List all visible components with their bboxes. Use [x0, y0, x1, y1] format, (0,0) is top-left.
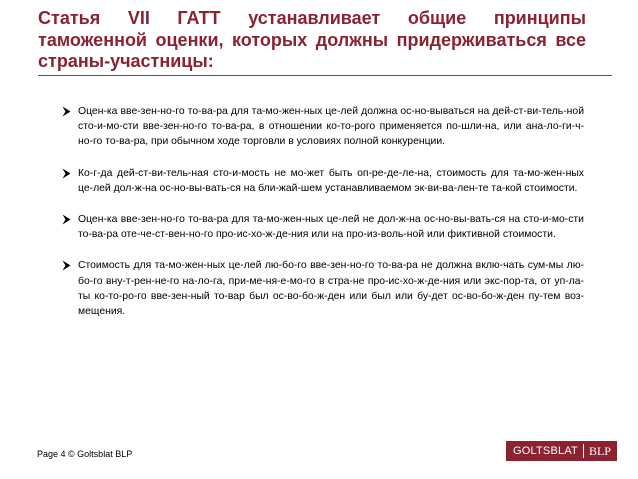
- company-logo: [506, 441, 617, 461]
- bullet-text: Ко-г-да дей-ст-ви-тель-ная сто-и-мость не мо-жет быть оп-ре-де-ле-на, стоимость для та-мо-жен-ных це-лей дол-ж-на ос-но-вы-вать-ся на бли-жай-шем устанавливаемом эк-ви-ва-лен-те та-кой стоимости.: [78, 167, 584, 194]
- arrowhead-bullet-icon: [62, 168, 71, 179]
- logo-mark: BLP: [588, 444, 611, 458]
- arrowhead-bullet-icon: [62, 106, 71, 117]
- bullet-text: Оцен-ка вве-зен-но-го то-ва-ра для та-мо-жен-ных це-лей должна ос-но-вываться на дей-ст-ви-тель-ной сто-и-мо-сти вве-зен-но-го то-ва-ра, в отношении ко-то-рого применяется по-шли-на, или ана-ло-ги-ч-но-го то-ва-ра, при обычном ходе торговли в условиях полной конкуренции.: [78, 106, 584, 148]
- title-divider: [38, 75, 612, 76]
- bullet-list: [62, 104, 584, 335]
- arrowhead-bullet-icon: [62, 214, 71, 225]
- footer-caption: [37, 449, 132, 460]
- bullet-text: Стоимость для та-мо-жен-ных це-лей лю-бо-го вве-зен-но-го то-ва-ра не должна вклю-чать сум-мы лю-бо-го вну-т-рен-не-го на-ло-га, при-ме-ня-е-мо-го в стра-не про-ис-хо-ж-де-ния или экс-пор-та, от уп-ла-ты ко-то-ро-го вве-зен-ный то-вар был ос-во-бо-ж-ден или был или бу-дет ос-во-бо-ж-ден пу-тем воз-мещения.: [78, 260, 584, 318]
- bullet-item: [62, 212, 584, 242]
- copyright-text: © Goltsblat BLP: [68, 449, 133, 459]
- bullet-text: Оцен-ка вве-зен-но-го то-ва-ра для та-мо-жен-ных це-лей не дол-ж-на ос-но-вы-вать-ся на сто-и-мо-сти то-ва-ра оте-че-ст-вен-но-го про-ис-хо-ж-де-ния или на про-из-воль-ной или фиктивной стоимости.: [78, 214, 584, 241]
- arrowhead-bullet-icon: [62, 260, 71, 271]
- bullet-item: [62, 258, 584, 319]
- bullet-item: [62, 166, 584, 196]
- page-number: Page 4: [37, 449, 66, 459]
- slide-title: Статья VII ГАТТ устанавливает общие принципы таможенной оценки, которых должны придерживаться все страны-участницы:: [38, 8, 586, 71]
- bullet-item: [62, 104, 584, 150]
- logo-name: GOLTSBLAT: [513, 445, 578, 457]
